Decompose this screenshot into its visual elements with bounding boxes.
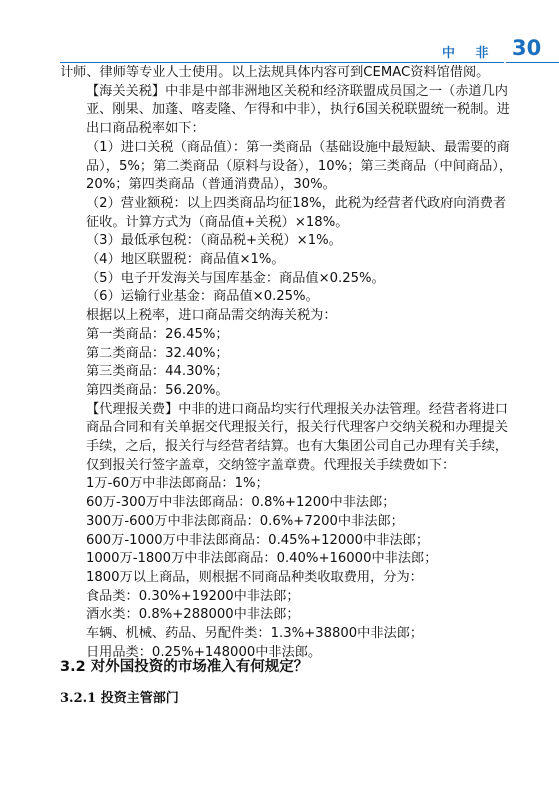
- paragraph-continuation: 计师、律师等专业人士使用。以上法规具体内容可到CEMAC资料馆借阅。: [60, 65, 490, 80]
- list-item-fee-1: 1万-60万中非法郎商品：1%；: [86, 476, 269, 492]
- paragraph-turnover-tax: （2）营业额税：以上四类商品均征18%，此税为经营者代政府向消费者征收。计算方式为（商品值+关税）×18%。: [86, 195, 507, 230]
- list-item-category-2: 第二类商品：32.40%；: [86, 345, 229, 361]
- list-item-fee-drinks: 酒水类：0.8%+288000中非法郎；: [86, 607, 300, 623]
- header-rule-right: [506, 62, 559, 63]
- list-item-category-4: 第四类商品：56.20%。: [86, 382, 229, 398]
- list-item-fee-5: 1000万-1800万中非法郎商品：0.40%+16000中非法郎；: [86, 551, 438, 567]
- paragraph-customs-agent-fee: 【代理报关费】中非的进口商品均实行代理报关办法管理。经营者将进口商品合同和有关单据交代理报关行，报关行代理客户交纳关税和办理提关手续，之后，报关行与经营者结算。也有大集团公司自己办理有关手续，仅到报关行签字盖章，交纳签字盖章费。代理报关手续费如下：: [86, 401, 508, 473]
- paragraph-import-duty: （1）进口关税（商品值）：第一类商品（基础设施中最短缺、最需要的商品），5%；第二类商品（原料与设备），10%；第三类商品（中间商品），20%；第四类商品（普通消费品），30%。: [86, 139, 513, 193]
- list-item-fee-food: 食品类：0.30%+19200中非法郎；: [86, 588, 300, 604]
- list-item-fee-2: 60万-300万中非法郎商品：0.8%+1200中非法郎；: [86, 495, 396, 511]
- body-text: [60, 64, 515, 663]
- paragraph-regional-tax: （4）地区联盟税：商品值×1%。: [86, 252, 285, 268]
- list-item-fee-vehicles: 车辆、机械、药品、另配件类：1.3%+38800中非法郎；: [86, 626, 424, 642]
- section-heading: 3.2 对外国投资的市场准入有何规定？: [60, 659, 309, 675]
- list-item-fee-6: 1800万以上商品，则根据不同商品种类收取费用，分为：: [86, 569, 423, 585]
- page-number: 30: [512, 36, 542, 60]
- paragraph-minimum-tax: （3）最低承包税：（商品税+关税）×1%。: [86, 233, 342, 249]
- header-rule: [60, 62, 504, 63]
- subsection-heading: 3.2.1 投资主管部门: [60, 691, 179, 706]
- list-item-fee-daily-goods: 日用品类：0.25%+148000中非法郎。: [86, 644, 322, 660]
- list-item-category-3: 第三类商品：44.30%；: [86, 364, 229, 380]
- list-item-fee-4: 600万-1000万中非法郎商品：0.45%+12000中非法郎；: [86, 532, 430, 548]
- list-item-category-1: 第一类商品：26.45%；: [86, 326, 229, 342]
- list-item-fee-3: 300万-600万中非法郎商品：0.6%+7200中非法郎；: [86, 513, 404, 529]
- paragraph-customs-duty: 【海关关税】中非是中部非洲地区关税和经济联盟成员国之一（赤道几内亚、刚果、加蓬、喀麦隆、乍得和中非），执行6国关税联盟统一税制。进出口商品税率如下：: [86, 83, 510, 137]
- header-country-label: 中 非: [442, 46, 497, 61]
- paragraph-transport-fund: （6）运输行业基金：商品值×0.25%。: [86, 289, 319, 305]
- paragraph-customs-fund: （5）电子开发海关与国库基金：商品值×0.25%。: [86, 270, 385, 286]
- paragraph-summary-intro: 根据以上税率，进口商品需交纳海关税为：: [86, 308, 337, 324]
